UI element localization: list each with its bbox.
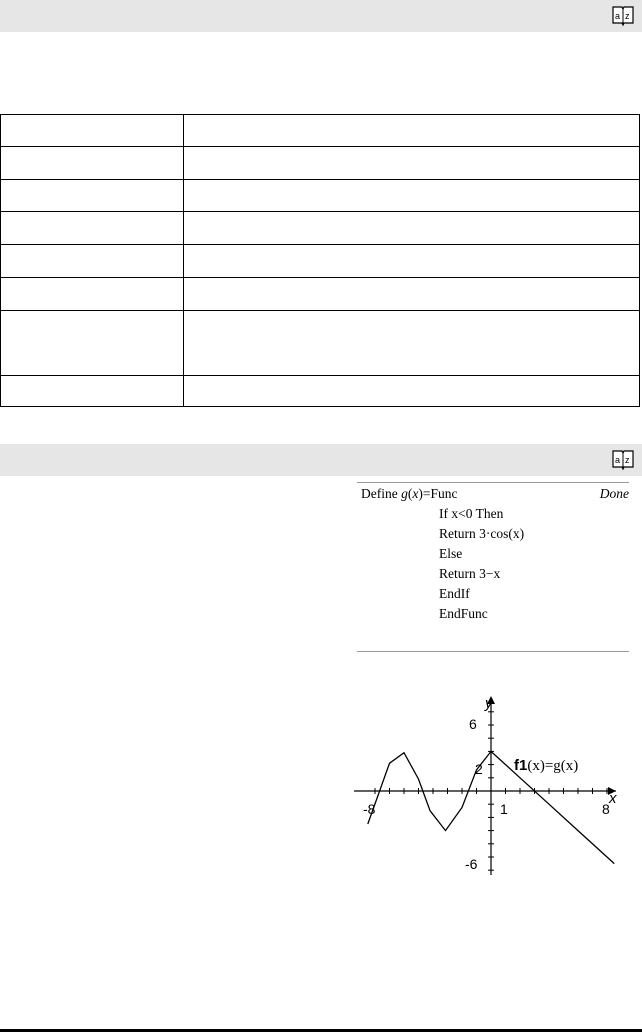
table-row-divider xyxy=(1,146,639,147)
table-row-divider xyxy=(1,179,639,180)
svg-text:z: z xyxy=(625,455,630,465)
x-axis-label: x xyxy=(609,790,617,807)
result-done: Done xyxy=(599,486,629,501)
reference-table xyxy=(0,114,640,407)
y-axis-label: y xyxy=(485,695,493,712)
book-icon[interactable] xyxy=(612,4,634,26)
code-line: Return 3−x xyxy=(439,566,501,581)
table-row-divider xyxy=(1,277,639,278)
define-func-keyword: =Func xyxy=(422,486,458,501)
function-name: g xyxy=(401,486,408,501)
function-label-rest: (x)=g(x) xyxy=(527,758,579,774)
code-line: EndFunc xyxy=(439,606,488,621)
table-row-divider xyxy=(1,375,639,376)
svg-text:a: a xyxy=(615,455,621,465)
svg-text:a: a xyxy=(615,11,621,21)
define-line: Define g(x)=Func xyxy=(361,486,458,501)
function-label-name: f1 xyxy=(514,757,528,774)
function-label xyxy=(514,757,578,774)
code-example xyxy=(357,482,629,652)
table-row-divider xyxy=(1,310,639,311)
x-tick-label: 1 xyxy=(500,801,508,817)
function-arg: x xyxy=(412,486,419,501)
table-row-divider xyxy=(1,211,639,212)
section-header-bar xyxy=(0,0,642,32)
y-tick-label: 2 xyxy=(475,761,483,777)
x-tick-label: -8 xyxy=(363,801,376,817)
book-icon[interactable] xyxy=(612,448,634,470)
code-line: EndIf xyxy=(439,586,470,601)
svg-text:z: z xyxy=(625,11,630,21)
table-row-divider xyxy=(1,244,639,245)
table-column-divider xyxy=(183,115,184,406)
code-line: Else xyxy=(439,546,463,561)
y-tick-label: 6 xyxy=(469,716,477,732)
define-keyword: Define xyxy=(361,486,398,501)
function-graph xyxy=(354,690,617,875)
x-tick-label: 8 xyxy=(602,801,610,817)
page-bottom-rule xyxy=(0,1029,642,1032)
y-tick-label: -6 xyxy=(465,856,478,872)
code-line: If x<0 Then xyxy=(439,506,504,521)
code-line: Return 3·cos(x) xyxy=(439,526,525,541)
section-header-bar xyxy=(0,444,642,476)
